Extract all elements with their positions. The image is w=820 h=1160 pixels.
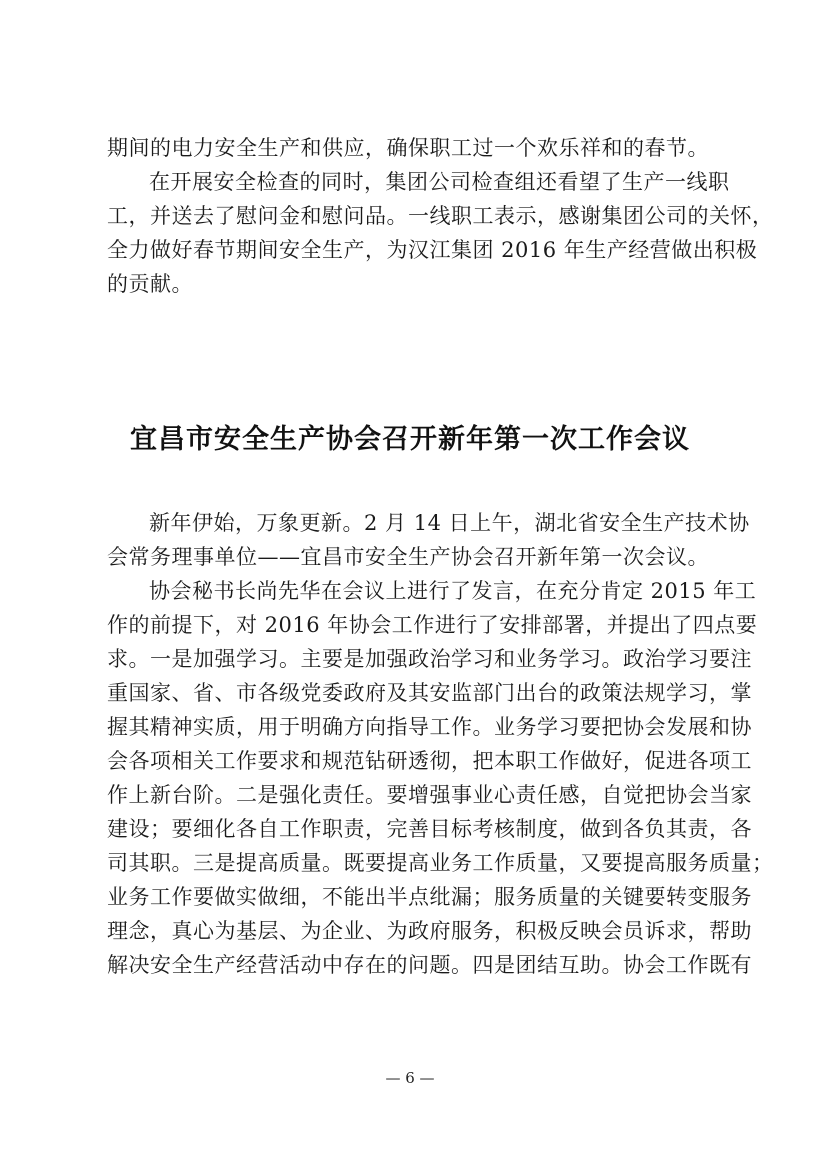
paragraph-line: 重国家、省、市各级党委政府及其安监部门出台的政策法规学习，掌	[107, 681, 752, 705]
paragraph-line: 期间的电力安全生产和供应，确保职工过一个欢乐祥和的春节。	[107, 136, 709, 160]
paragraph-line: 工，并送去了慰问金和慰问品。一线职工表示，感谢集团公司的关怀，	[107, 204, 774, 228]
paragraph-line: 解决安全生产经营活动中存在的问题。四是团结互助。协会工作既有	[107, 953, 752, 977]
article-title: 宜昌市安全生产协会召开新年第一次工作会议	[130, 424, 690, 455]
paragraph-line: 握其精神实质，用于明确方向指导工作。业务学习要把协会发展和协	[107, 715, 752, 739]
paragraph-line: 协会秘书长尚先华在会议上进行了发言，在充分肯定 2015 年工	[149, 579, 757, 603]
paragraph-line: 新年伊始，万象更新。2 月 14 日上午，湖北省安全生产技术协	[149, 511, 750, 535]
paragraph-line: 在开展安全检查的同时，集团公司检查组还看望了生产一线职	[149, 170, 730, 194]
paragraph-line: 全力做好春节期间安全生产，为汉江集团 2016 年生产经营做出积极	[107, 238, 758, 262]
previous-article-ending	[107, 131, 774, 301]
paragraph-line: 理念，真心为基层、为企业、为政府服务，积极反映会员诉求，帮助	[107, 919, 752, 943]
paragraph-line: 作的前提下，对 2016 年协会工作进行了安排部署，并提出了四点要	[107, 613, 758, 637]
paragraph-line: 建设；要细化各自工作职责，完善目标考核制度，做到各负其责，各	[107, 817, 752, 841]
article-body	[107, 506, 774, 982]
paragraph-line: 作上新台阶。二是强化责任。要增强事业心责任感，自觉把协会当家	[107, 783, 752, 807]
paragraph-line: 求。一是加强学习。主要是加强政治学习和业务学习。政治学习要注	[107, 647, 752, 671]
paragraph-line: 会常务理事单位——宜昌市安全生产协会召开新年第一次会议。	[107, 545, 709, 569]
page-number: — 6 —	[385, 1069, 435, 1087]
paragraph-line: 会各项相关工作要求和规范钻研透彻，把本职工作做好，促进各项工	[107, 749, 752, 773]
paragraph-line: 司其职。三是提高质量。既要提高业务工作质量，又要提高服务质量；	[107, 851, 774, 875]
paragraph-line: 业务工作要做实做细，不能出半点纰漏；服务质量的关键要转变服务	[107, 885, 752, 909]
paragraph-line: 的贡献。	[107, 272, 193, 296]
